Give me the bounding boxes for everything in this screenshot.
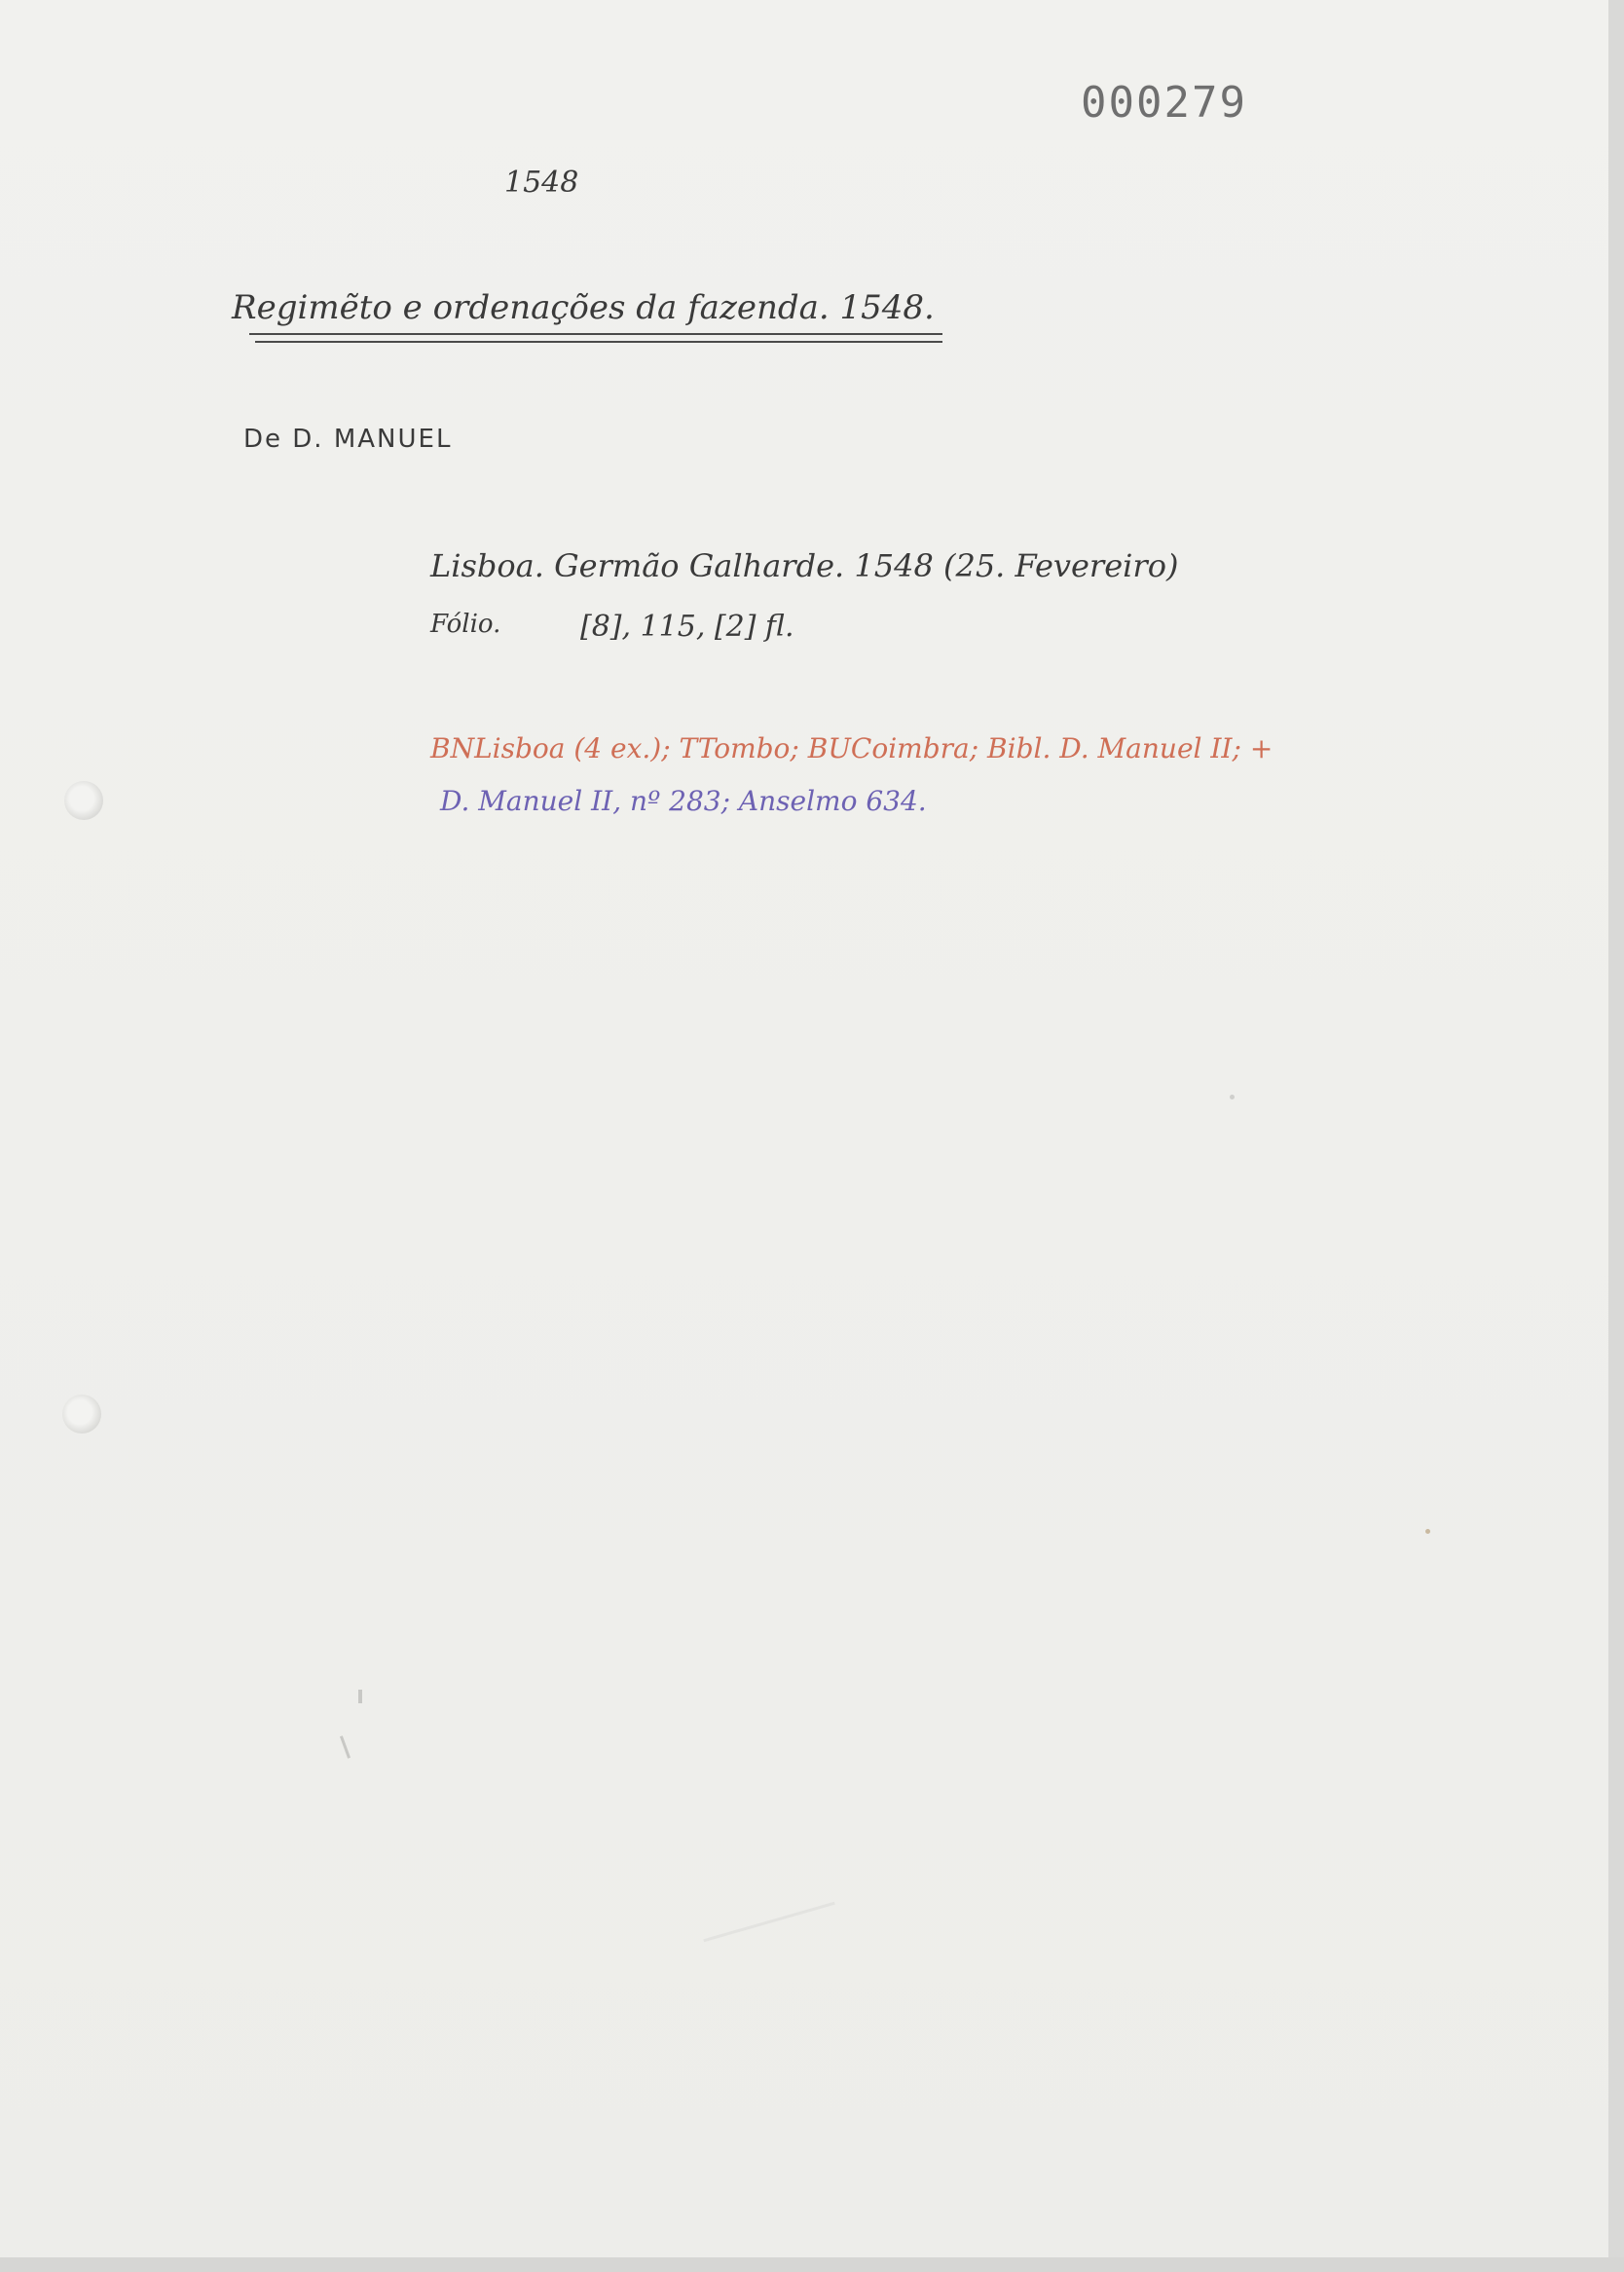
imprint-line: Lisboa. Germão Galharde. 1548 (25. Fevereiro) [430,547,1179,584]
inventory-stamp-number: 000279 [1081,78,1247,128]
paper-blemish [358,1690,362,1703]
punch-hole-top [64,781,103,820]
punch-hole-bottom [62,1395,101,1434]
collation: [8], 115, [2] fl. [580,610,794,644]
title-underline [249,333,942,335]
work-title: Regimẽto e ordenações da fazenda. 1548. [232,288,935,327]
scan-border-right [1608,0,1624,2272]
author-line: De D. MANUEL [243,425,453,454]
holdings-line-blue: D. Manuel II, nº 283; Anselmo 634. [440,785,927,817]
paper-speck [1230,1095,1235,1099]
holdings-line-red: BNLisboa (4 ex.); TTombo; BUCoimbra; Bibl. D. Manuel II; + [430,732,1273,764]
year-heading: 1548 [504,166,579,200]
scan-border-bottom [0,2257,1624,2272]
format-label: Fólio. [430,610,501,639]
title-underline-double [255,341,942,343]
paper-crease [703,1902,834,1942]
paper-blemish [340,1735,351,1759]
paper-speck [1425,1529,1430,1534]
